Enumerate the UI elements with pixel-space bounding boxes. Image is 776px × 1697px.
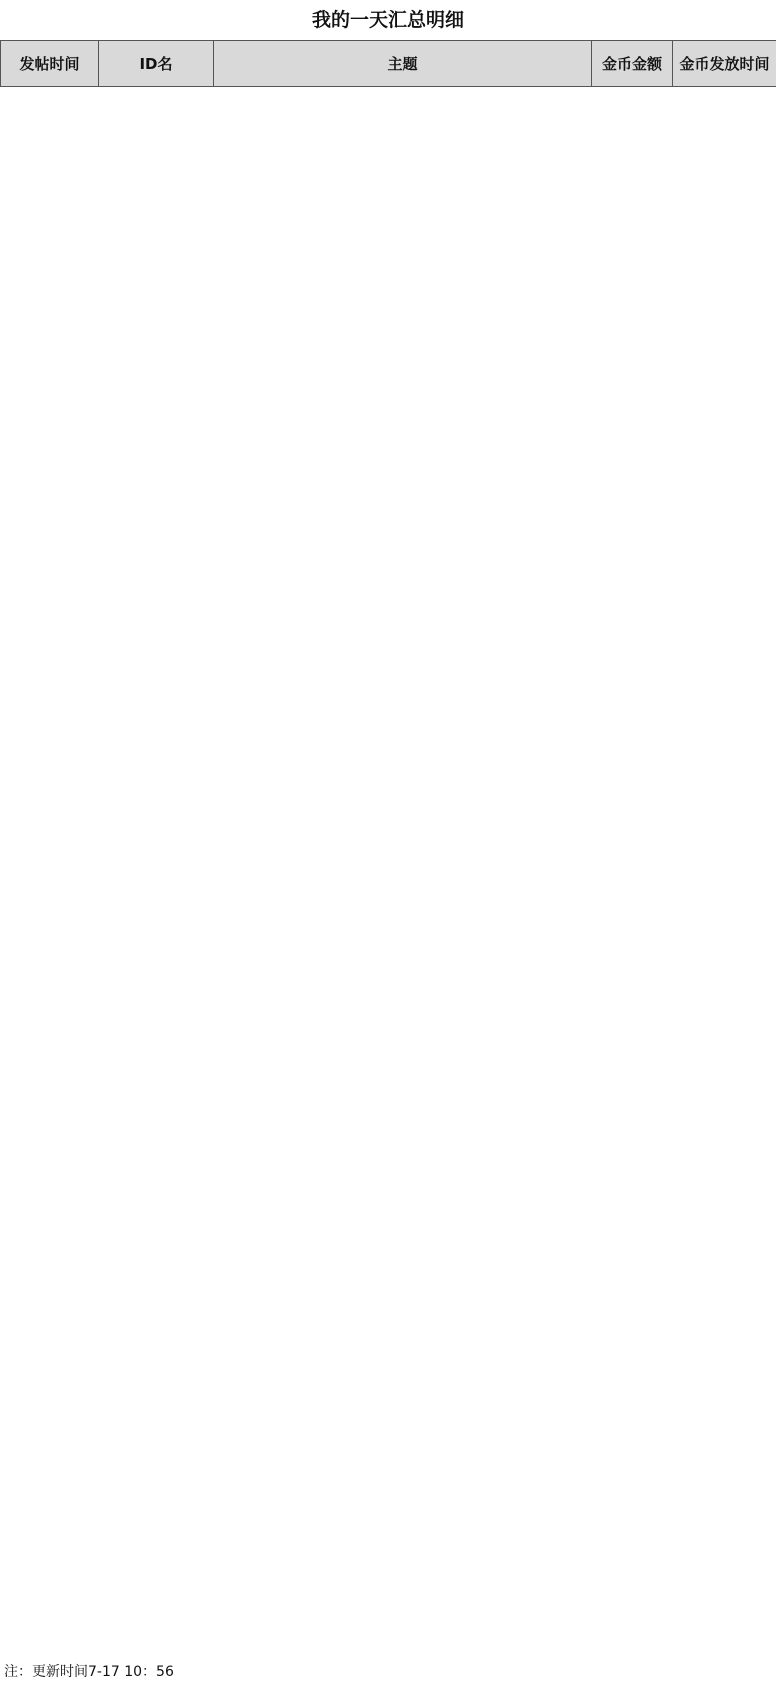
- update-note: 注：更新时间7-17 10：56: [4, 1664, 174, 1680]
- header-amount: 金币金额: [592, 41, 673, 87]
- header-row: [1, 41, 776, 87]
- header-date: 发帖时间: [1, 41, 99, 87]
- header-id: ID名: [99, 41, 214, 87]
- page-title: 我的一天汇总明细: [311, 9, 464, 31]
- header-topic: 主题: [214, 41, 592, 87]
- summary-table: [0, 40, 776, 87]
- header-release-time: 金币发放时间: [673, 41, 776, 87]
